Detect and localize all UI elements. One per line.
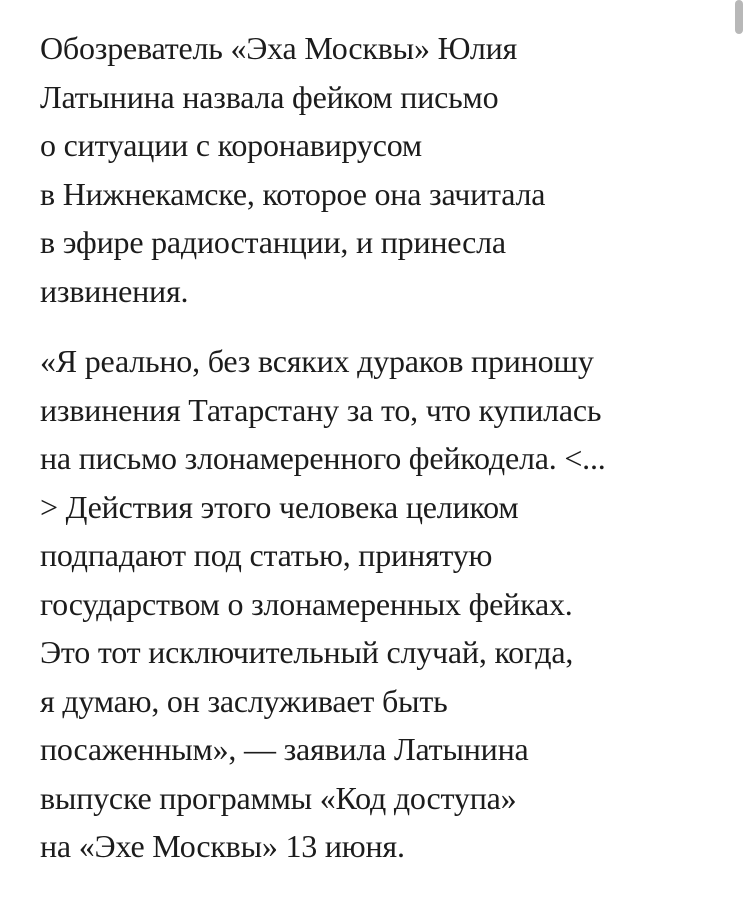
vertical-scrollbar[interactable]	[735, 0, 743, 34]
paragraph-line: > Действия этого человека целиком	[40, 488, 519, 525]
paragraph-line: в Нижнекамске, которое она зачитала	[40, 175, 546, 212]
paragraph-line: подпадают под статью, принятую	[40, 537, 493, 573]
paragraph-line: государством о злонамеренных фейках.	[40, 585, 573, 622]
paragraph-line: извинения Татарстану за то, что купилась	[40, 391, 602, 428]
article-paragraph	[40, 24, 730, 315]
paragraph-line: посаженным», — заявила Латынина	[40, 731, 529, 767]
paragraph-line: Латынина назвала фейком письмо	[40, 78, 499, 115]
paragraph-line: в эфире радиостанции, и принесла	[40, 224, 506, 260]
paragraph-line: на письмо злонамеренного фейкодела. <...	[40, 440, 606, 476]
paragraph-line: Это тот исключительный случай, когда,	[40, 634, 574, 670]
paragraph-line: выпуске программы «Код доступа»	[40, 779, 517, 816]
paragraph-line: «Я реально, без всяких дураков приношу	[40, 343, 594, 379]
paragraph-line: на «Эхе Москвы» 13 июня.	[40, 828, 405, 864]
paragraph-line: о ситуации с коронавирусом	[40, 127, 422, 163]
paragraph-line: Обозреватель «Эха Москвы» Юлия	[40, 30, 518, 66]
paragraph-line: извинения.	[40, 272, 189, 309]
article-body	[40, 24, 730, 871]
paragraph-line: я думаю, он заслуживает быть	[40, 682, 448, 719]
article-paragraph	[40, 337, 730, 871]
